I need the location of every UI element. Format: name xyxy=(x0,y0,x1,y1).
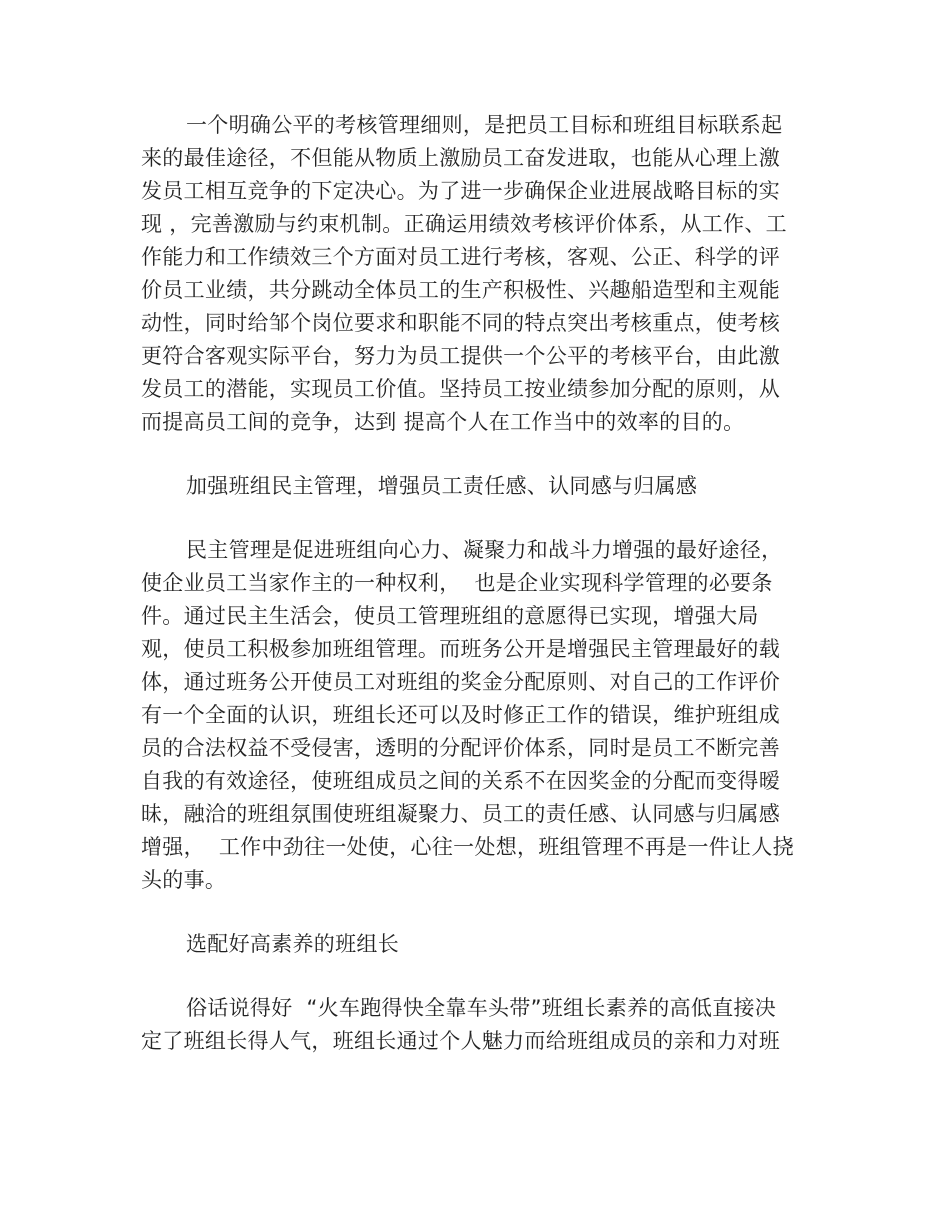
text-line: 使企业员工当家作主的一种权利， 也是企业实现科学管理的必要条 xyxy=(141,571,773,595)
text-line: 头的事。 xyxy=(141,868,227,892)
text-line: 来的最佳途径，不但能从物质上激励员工奋发进取，也能从心理上激 xyxy=(141,146,780,170)
section-heading: 加强班组民主管理，增强员工责任感、认同感与归属感 xyxy=(186,474,698,498)
text-line: 而提高员工间的竞争，达到 提高个人在工作当中的效率的目的。 xyxy=(141,410,745,434)
text-line: 员的合法权益不受侵害，透明的分配评价体系，同时是员工不断完善 xyxy=(141,736,780,760)
text-line: 体，通过班务公开使员工对班组的奖金分配原则、对自己的工作评价 xyxy=(141,670,780,694)
text-line: 观，使员工积极参加班组管理。而班务公开是增强民主管理最好的载 xyxy=(141,637,780,661)
text-line: 自我的有效途径，使班组成员之间的关系不在因奖金的分配而变得暧 xyxy=(141,769,780,793)
text-line: 现 ，完善激励与约束机制。正确运用绩效考核评价体系，从工作、工 xyxy=(141,212,787,236)
text-line: 增强， 工作中劲往一处使，心往一处想，班组管理不再是一件让人挠 xyxy=(141,835,794,859)
text-line: 发员工的潜能，实现员工价值。坚持员工按业绩参加分配的原则，从 xyxy=(141,377,780,401)
text-line: 发员工相互竞争的下定决心。为了进一步确保企业进展战略目标的实 xyxy=(141,179,780,203)
section-heading: 选配好高素养的班组长 xyxy=(186,932,399,956)
text-line: 定了班组长得人气，班组长通过个人魅力而给班组成员的亲和力对班 xyxy=(141,1029,780,1053)
text-line: 动性，同时给邹个岗位要求和职能不同的特点突出考核重点，使考核 xyxy=(141,311,780,335)
text-line: 件。通过民主生活会，使员工管理班组的意愿得已实现，增强大局 xyxy=(141,604,759,628)
text-line: 昧，融洽的班组氛围使班组凝聚力、员工的责任感、认同感与归属感 xyxy=(141,802,780,826)
text-line: 俗话说得好 “火车跑得快全靠车头带”班组长素养的高低直接决 xyxy=(186,996,777,1020)
text-line: 作能力和工作绩效三个方面对员工进行考核，客观、公正、科学的评 xyxy=(141,245,780,269)
text-line: 民主管理是促进班组向心力、凝聚力和战斗力增强的最好途径， xyxy=(186,538,783,562)
text-line: 更符合客观实际平台，努力为员工提供一个公平的考核平台，由此激 xyxy=(141,344,780,368)
text-line: 有一个全面的认识，班组长还可以及时修正工作的错误，维护班组成 xyxy=(141,703,780,727)
text-line: 一个明确公平的考核管理细则，是把员工目标和班组目标联系起 xyxy=(186,113,783,137)
text-line: 价员工业绩，共分跳动全体员工的生产积极性、兴趣船造型和主观能 xyxy=(141,278,780,302)
